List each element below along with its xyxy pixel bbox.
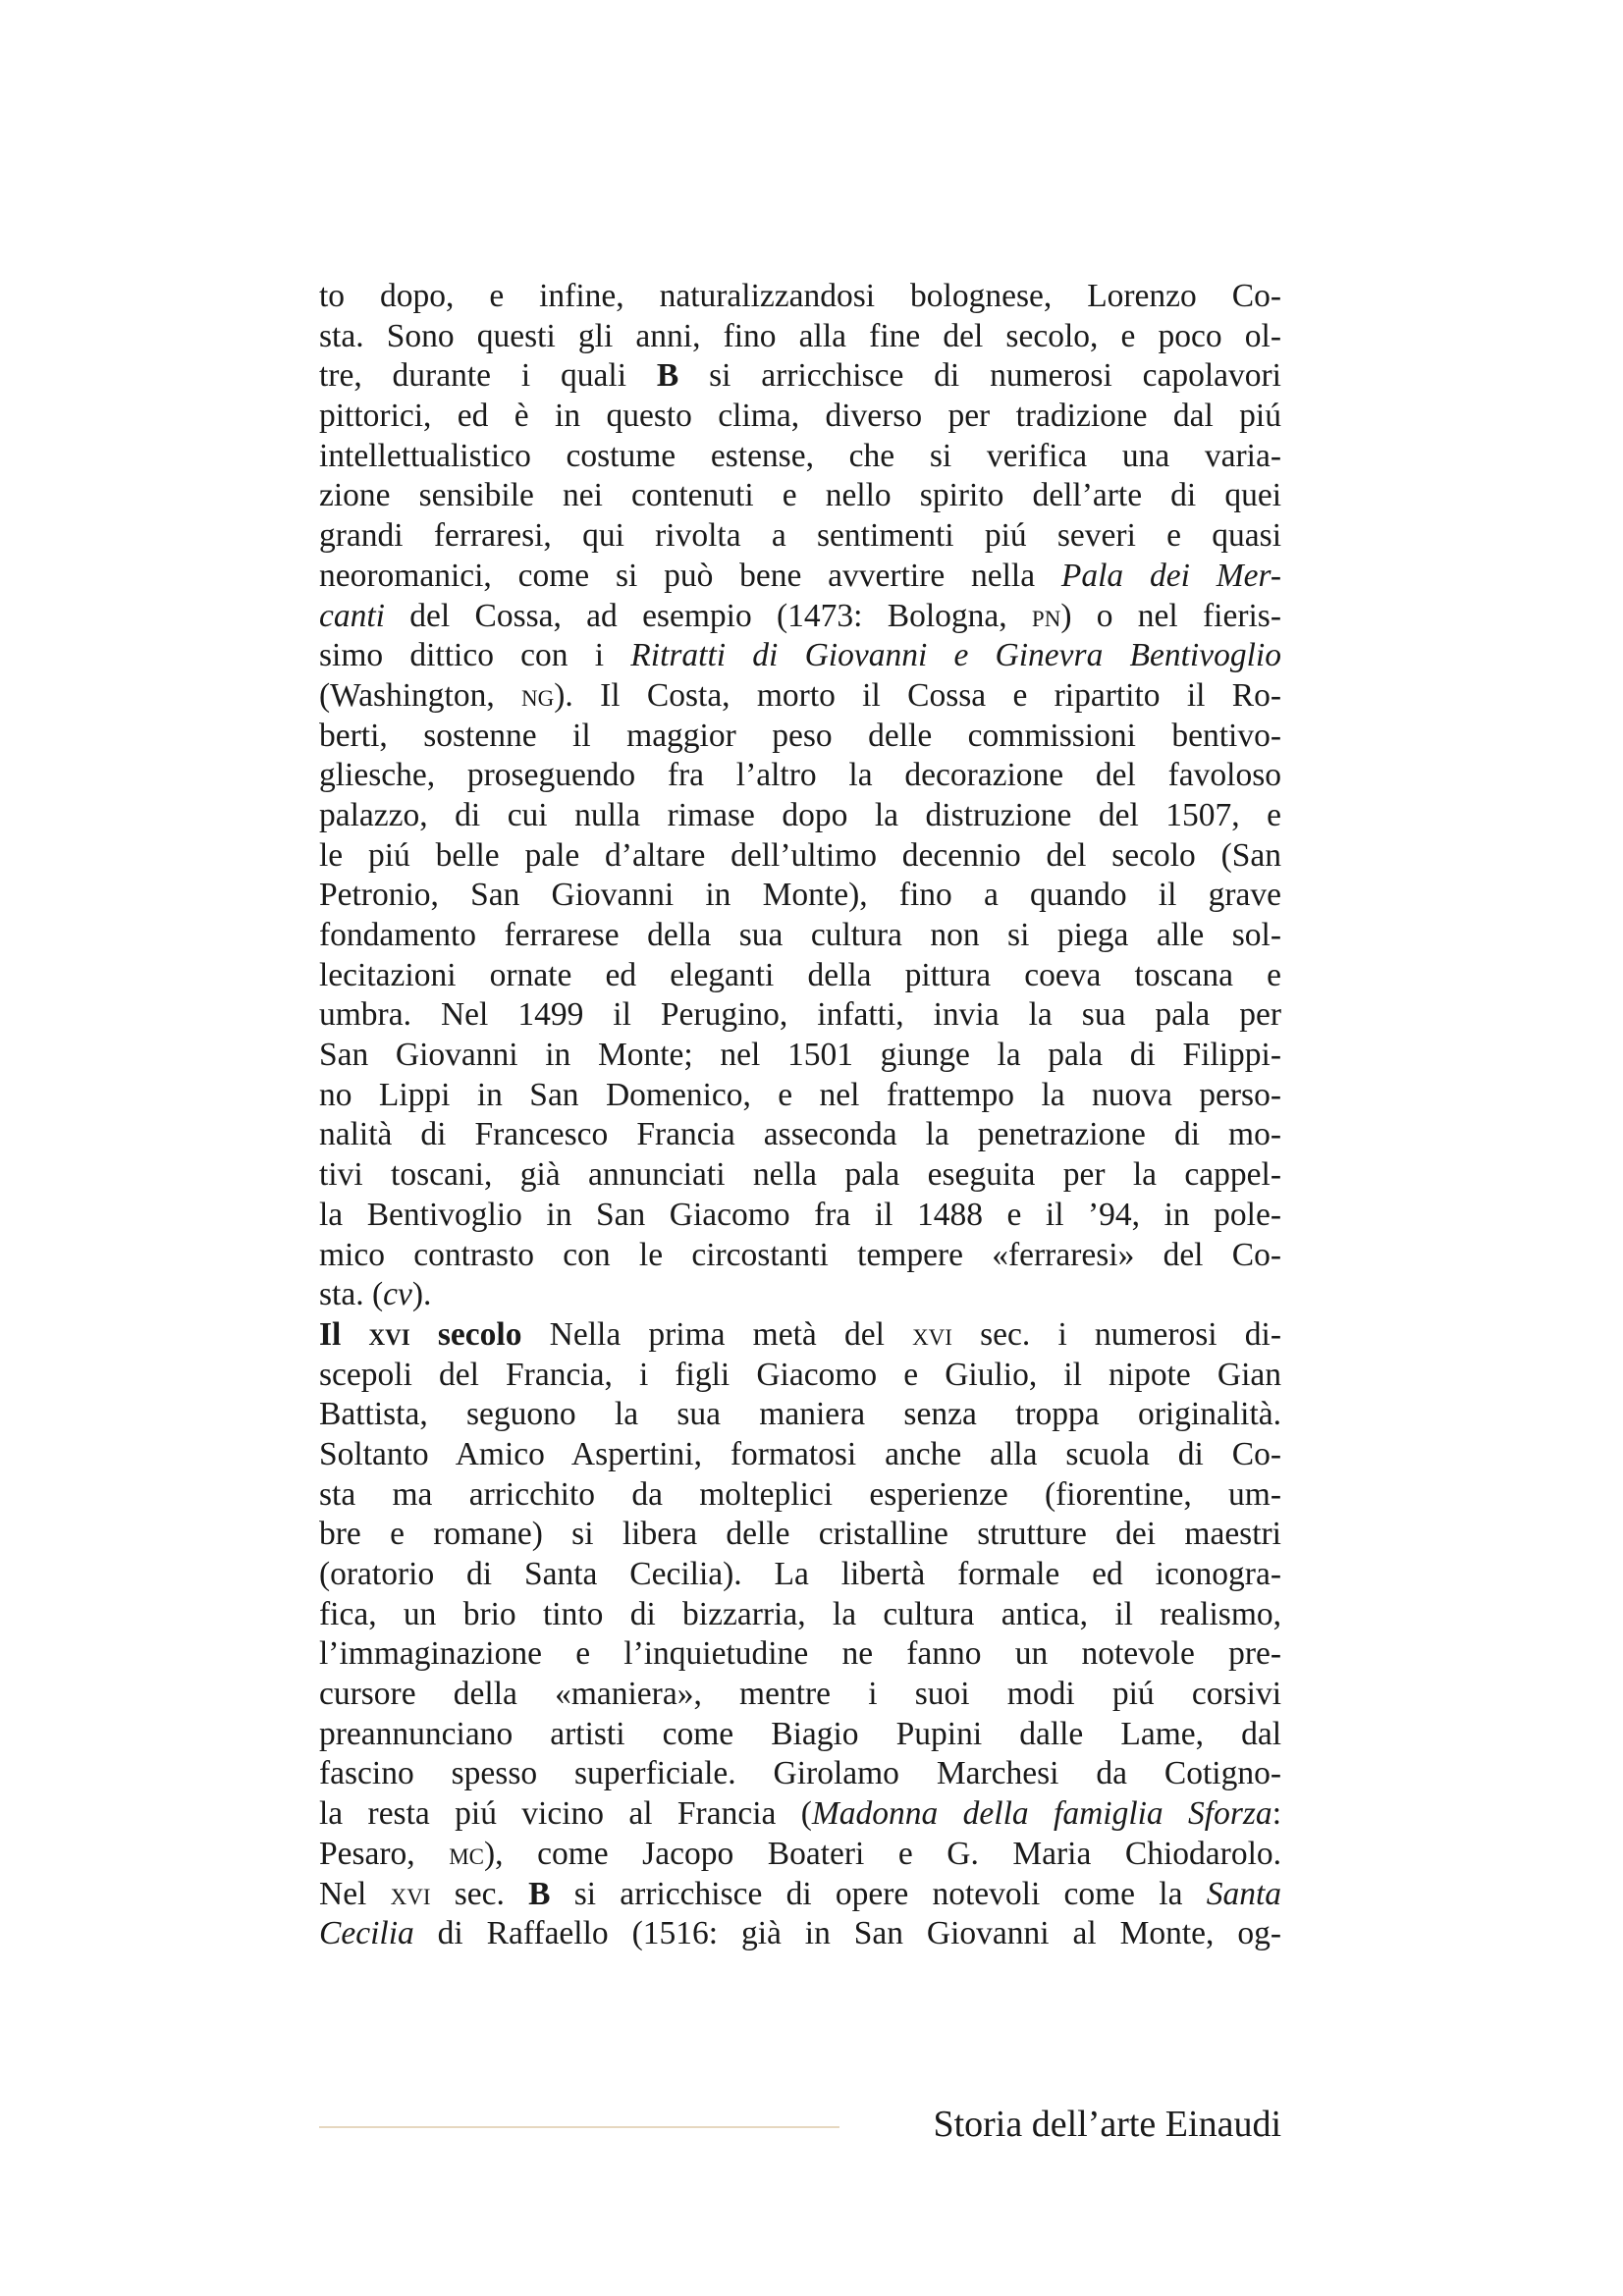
text-line [319, 1435, 1281, 1475]
text-segment: di Raffaello (1516: già in San Giovanni al Monte, og- [413, 1915, 1281, 1952]
text-segment: Madonna della famiglia Sforza [811, 1795, 1272, 1833]
text-segment: no Lippi in San Domenico, e nel frattempo la nuova perso- [319, 1076, 1281, 1113]
text-segment: sta. Sono questi gli anni, fino alla fine del secolo, e poco ol- [319, 317, 1281, 354]
text-segment: neoromanici, come si può bene avvertire nella [319, 557, 1061, 594]
text-segment: si arricchisce di numerosi capolavori [678, 357, 1281, 395]
text-segment: del Cossa, ad esempio (1473: Bologna, [384, 597, 1032, 634]
text-line [319, 1196, 1281, 1236]
text-line [319, 277, 1281, 317]
text-segment: Santa [1206, 1875, 1282, 1912]
text-segment: San Giovanni in Monte; nel 1501 giunge la pala di Filippi- [319, 1037, 1281, 1074]
text-line [319, 916, 1281, 956]
text-segment: grandi ferraresi, qui rivolta a sentimenti piú severi e quasi [319, 517, 1281, 555]
text-segment: fascino spesso superficiale. Girolamo Marchesi da Cotigno- [319, 1755, 1281, 1792]
text-segment: Il [319, 1315, 369, 1353]
text-segment: Pesaro, [319, 1835, 450, 1872]
text-segment: secolo [409, 1315, 522, 1353]
text-segment: Pala dei Mer- [1060, 557, 1281, 594]
text-segment: scepoli del Francia, i figli Giacomo e Giulio, il nipote Gian [319, 1356, 1281, 1393]
text-line [319, 636, 1281, 676]
text-line [319, 1634, 1281, 1675]
page-footer [319, 2103, 1281, 2152]
text-line [319, 516, 1281, 557]
text-line [319, 1675, 1281, 1715]
text-segment: B [656, 357, 679, 395]
text-line [319, 1395, 1281, 1435]
text-line [319, 1356, 1281, 1396]
text-segment: gliesche, proseguendo fra l’altro la decorazione del favoloso [319, 757, 1281, 794]
text-line [319, 1715, 1281, 1755]
text-segment: cursore della «maniera», mentre i suoi modi piú corsivi [319, 1676, 1281, 1713]
text-line [319, 1794, 1281, 1835]
text-segment: simo dittico con i [319, 637, 631, 674]
text-segment: B [528, 1875, 551, 1912]
text-line [319, 557, 1281, 597]
text-segment: la resta piú vicino al Francia ( [319, 1795, 812, 1833]
text-segment: fondamento ferrarese della sua cultura non si piega alle sol- [319, 917, 1281, 953]
text-line [319, 1115, 1281, 1155]
text-segment: palazzo, di cui nulla rimase dopo la distruzione del 1507, e [319, 796, 1281, 833]
text-segment: Cecilia [319, 1915, 414, 1952]
text-segment: xvi [368, 1315, 410, 1353]
text-segment: tre, durante i quali [319, 357, 657, 395]
text-segment: mc [449, 1835, 485, 1872]
text-segment: preannunciano artisti come Biagio Pupini dalle Lame, dal [319, 1715, 1281, 1752]
text-line [319, 1515, 1281, 1555]
text-line [319, 1236, 1281, 1276]
text-line [319, 876, 1281, 916]
text-segment: Ritratti di Giovanni e Ginevra Bentivoglio [630, 637, 1281, 674]
text-segment: sta. ( [319, 1276, 384, 1313]
text-segment: bre e romane) si libera delle cristalline strutture dei maestri [319, 1516, 1281, 1553]
text-line [319, 476, 1281, 516]
text-segment: to dopo, e infine, naturalizzandosi bolognese, Lorenzo Co- [319, 278, 1281, 314]
text-line [319, 1475, 1281, 1516]
text-line [319, 836, 1281, 877]
text-segment: le piú belle pale d’altare dell’ultimo decennio del secolo (San [319, 836, 1281, 874]
text-segment: : [1271, 1795, 1281, 1833]
text-line [319, 356, 1281, 397]
text-segment: fica, un brio tinto di bizzarria, la cultura antica, il realismo, [319, 1595, 1281, 1632]
text-segment: l’immaginazione e l’inquietudine ne fanno un notevole pre- [319, 1635, 1281, 1673]
text-segment: xvi [912, 1315, 952, 1353]
text-line [319, 1835, 1281, 1875]
text-segment: la Bentivoglio in San Giacomo fra il 1488 e il ’94, in pole- [319, 1196, 1281, 1233]
text-segment: zione sensibile nei contenuti e nello spirito dell’arte di quei [319, 477, 1281, 514]
text-segment: mico contrasto con le circostanti tempere «ferraresi» del Co- [319, 1236, 1281, 1273]
text-segment: canti [319, 597, 385, 634]
text-line [319, 437, 1281, 477]
text-segment: umbra. Nel 1499 il Perugino, infatti, invia la sua pala per [319, 996, 1281, 1034]
text-segment: xvi [390, 1875, 431, 1912]
text-line [319, 317, 1281, 357]
text-line [319, 1595, 1281, 1635]
text-segment: Soltanto Amico Aspertini, formatosi anche alla scuola di Co- [319, 1435, 1281, 1472]
text-line [319, 1914, 1281, 1954]
text-segment: lecitazioni ornate ed eleganti della pittura coeva toscana e [319, 956, 1281, 993]
text-segment: ng [521, 676, 555, 714]
text-line [319, 796, 1281, 836]
text-segment: si arricchisce di opere notevoli come la [550, 1875, 1207, 1912]
text-line [319, 717, 1281, 757]
text-segment: sec. [430, 1875, 529, 1912]
text-segment: berti, sostenne il maggior peso delle commissioni bentivo- [319, 717, 1281, 754]
text-segment: ). [411, 1276, 432, 1313]
text-segment: intellettualistico costume estense, che si verifica una varia- [319, 437, 1281, 474]
text-line [319, 1555, 1281, 1595]
footer-title: Storia dell’arte Einaudi [933, 2104, 1281, 2145]
text-segment: sta ma arricchito da molteplici esperienze (fiorentine, um- [319, 1475, 1281, 1513]
text-segment: nalità di Francesco Francia asseconda la penetrazione di mo- [319, 1116, 1281, 1153]
text-segment: ) o nel fieris- [1060, 597, 1281, 634]
text-segment: Nel [319, 1875, 391, 1912]
text-line [319, 676, 1281, 717]
text-segment: tivi toscani, già annunciati nella pala eseguita per la cappel- [319, 1156, 1281, 1194]
text-line [319, 597, 1281, 637]
text-line [319, 1076, 1281, 1116]
text-segment: cv [383, 1276, 412, 1313]
text-line [319, 1315, 1281, 1356]
text-segment: pittorici, ed è in questo clima, diverso per tradizione dal piú [319, 398, 1281, 435]
text-segment: Nella prima metà del [521, 1315, 913, 1353]
text-line [319, 1155, 1281, 1196]
body-text [319, 277, 1281, 1954]
text-line [319, 1754, 1281, 1794]
text-segment: ). Il Costa, morto il Cossa e ripartito il Ro- [554, 676, 1281, 714]
footer-rule [319, 2126, 839, 2128]
text-segment: Petronio, San Giovanni in Monte), fino a quando il grave [319, 877, 1281, 914]
text-segment: (oratorio di Santa Cecilia). La libertà formale ed iconogra- [319, 1556, 1281, 1592]
text-line [319, 397, 1281, 437]
text-line [319, 1275, 1281, 1315]
text-line [319, 756, 1281, 796]
text-segment: Battista, seguono la sua maniera senza troppa originalità. [319, 1396, 1281, 1433]
text-segment: sec. i numerosi di- [951, 1315, 1281, 1353]
text-segment: (Washington, [319, 676, 522, 714]
text-line [319, 956, 1281, 996]
text-segment: ), come Jacopo Boateri e G. Maria Chiodarolo. [484, 1835, 1281, 1872]
text-line [319, 1036, 1281, 1076]
text-segment: pn [1031, 597, 1061, 634]
text-line [319, 1875, 1281, 1915]
text-line [319, 995, 1281, 1036]
